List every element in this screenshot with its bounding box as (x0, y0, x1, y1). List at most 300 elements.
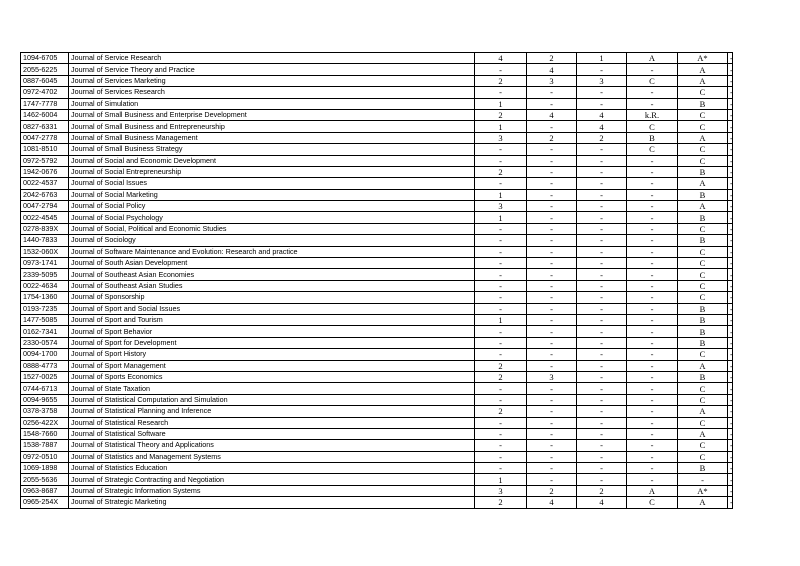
rating-col-6-cell: - (728, 166, 733, 177)
rating-col-5-cell: B (678, 166, 728, 177)
table-row (21, 235, 733, 246)
table-row (21, 258, 733, 269)
rating-col-3-cell: - (577, 212, 627, 223)
rating-col-1-cell: - (475, 178, 527, 189)
rating-col-1-cell: - (475, 144, 527, 155)
rating-col-2-cell: - (527, 326, 577, 337)
rating-col-4-cell: - (627, 292, 678, 303)
rating-col-2-cell: 3 (527, 75, 577, 86)
rating-col-6-cell: - (728, 178, 733, 189)
table-row (21, 280, 733, 291)
table-row (21, 144, 733, 155)
rating-col-3-cell: - (577, 360, 627, 371)
rating-col-3-cell: - (577, 64, 627, 75)
rating-col-6-cell: - (728, 383, 733, 394)
issn-cell: 1754-1360 (21, 292, 69, 303)
rating-col-4-cell: C (627, 75, 678, 86)
table-row (21, 360, 733, 371)
issn-cell: 1440-7833 (21, 235, 69, 246)
title-cell: Journal of Service Research (69, 53, 475, 64)
rating-col-6-cell: - (728, 292, 733, 303)
rating-col-6-cell: - (728, 235, 733, 246)
rating-col-6-cell: - (728, 326, 733, 337)
table-row (21, 87, 733, 98)
table-row (21, 246, 733, 257)
issn-cell: 0278-839X (21, 223, 69, 234)
rating-col-4-cell: - (627, 64, 678, 75)
rating-col-2-cell: - (527, 428, 577, 439)
rating-col-2-cell: - (527, 280, 577, 291)
rating-col-6-cell: - (728, 406, 733, 417)
rating-col-2-cell: - (527, 337, 577, 348)
rating-col-4-cell: - (627, 394, 678, 405)
table-row (21, 474, 733, 485)
rating-col-1-cell: - (475, 280, 527, 291)
rating-col-2-cell: - (527, 360, 577, 371)
rating-col-1-cell: - (475, 428, 527, 439)
rating-col-6-cell: - (728, 474, 733, 485)
rating-col-4-cell: - (627, 371, 678, 382)
rating-col-3-cell: - (577, 201, 627, 212)
rating-col-2-cell: - (527, 155, 577, 166)
rating-col-5-cell: A (678, 132, 728, 143)
rating-col-5-cell: C (678, 349, 728, 360)
table-row (21, 166, 733, 177)
rating-col-5-cell: C (678, 223, 728, 234)
rating-col-3-cell: - (577, 326, 627, 337)
rating-col-1-cell: - (475, 394, 527, 405)
rating-col-6-cell: - (728, 109, 733, 120)
rating-col-5-cell: B (678, 212, 728, 223)
rating-col-2-cell: - (527, 121, 577, 132)
table-row (21, 394, 733, 405)
rating-col-4-cell: - (627, 280, 678, 291)
issn-cell: 0744-6713 (21, 383, 69, 394)
rating-col-6-cell: - (728, 223, 733, 234)
rating-col-3-cell: - (577, 178, 627, 189)
journal-ranking-table (20, 52, 733, 509)
rating-col-3-cell: - (577, 474, 627, 485)
title-cell: Journal of Simulation (69, 98, 475, 109)
rating-col-3-cell: - (577, 189, 627, 200)
issn-cell: 1081-8510 (21, 144, 69, 155)
rating-col-4-cell: - (627, 258, 678, 269)
rating-col-5-cell: C (678, 246, 728, 257)
table-row (21, 314, 733, 325)
rating-col-5-cell: C (678, 394, 728, 405)
rating-col-2-cell: - (527, 144, 577, 155)
rating-col-2-cell: - (527, 166, 577, 177)
rating-col-2-cell: 2 (527, 53, 577, 64)
rating-col-2-cell: - (527, 178, 577, 189)
table-row (21, 292, 733, 303)
rating-col-1-cell: - (475, 383, 527, 394)
title-cell: Journal of Sport for Development (69, 337, 475, 348)
rating-col-4-cell: k.R. (627, 109, 678, 120)
table-row (21, 406, 733, 417)
rating-col-3-cell: 4 (577, 497, 627, 508)
rating-col-4-cell: - (627, 98, 678, 109)
title-cell: Journal of Strategic Contracting and Negotiation (69, 474, 475, 485)
rating-col-6-cell: - (728, 201, 733, 212)
rating-col-3-cell: - (577, 440, 627, 451)
rating-col-6-cell: - (728, 394, 733, 405)
rating-col-4-cell: - (627, 201, 678, 212)
rating-col-1-cell: - (475, 326, 527, 337)
rating-col-5-cell: B (678, 463, 728, 474)
rating-col-5-cell: A (678, 178, 728, 189)
issn-cell: 0022-4537 (21, 178, 69, 189)
table-row (21, 497, 733, 508)
title-cell: Journal of Statistics and Management Systems (69, 451, 475, 462)
rating-col-6-cell: - (728, 463, 733, 474)
issn-cell: 1094-6705 (21, 53, 69, 64)
rating-col-3-cell: 4 (577, 121, 627, 132)
rating-col-1-cell: 4 (475, 53, 527, 64)
rating-col-4-cell: A (627, 485, 678, 496)
rating-col-6-cell: - (728, 132, 733, 143)
rating-col-2-cell: - (527, 98, 577, 109)
rating-col-5-cell: A (678, 428, 728, 439)
table-row (21, 440, 733, 451)
issn-cell: 2055-6225 (21, 64, 69, 75)
rating-col-1-cell: - (475, 235, 527, 246)
rating-col-3-cell: - (577, 269, 627, 280)
rating-col-3-cell: - (577, 258, 627, 269)
rating-col-6-cell: - (728, 417, 733, 428)
rating-col-2-cell: - (527, 383, 577, 394)
rating-col-5-cell: B (678, 235, 728, 246)
issn-cell: 2042-6763 (21, 189, 69, 200)
rating-col-5-cell: C (678, 155, 728, 166)
title-cell: Journal of Statistical Computation and Simulation (69, 394, 475, 405)
rating-col-1-cell: - (475, 417, 527, 428)
rating-col-6-cell: - (728, 280, 733, 291)
rating-col-1-cell: - (475, 303, 527, 314)
rating-col-6-cell: - (728, 371, 733, 382)
issn-cell: 0973-1741 (21, 258, 69, 269)
rating-col-6-cell: - (728, 64, 733, 75)
rating-col-2-cell: - (527, 440, 577, 451)
title-cell: Journal of Services Marketing (69, 75, 475, 86)
rating-col-5-cell: C (678, 121, 728, 132)
table-row (21, 201, 733, 212)
rating-col-4-cell: - (627, 314, 678, 325)
rating-col-1-cell: - (475, 246, 527, 257)
rating-col-3-cell: - (577, 144, 627, 155)
rating-col-1-cell: 1 (475, 212, 527, 223)
issn-cell: 0162-7341 (21, 326, 69, 337)
table-row (21, 326, 733, 337)
rating-col-1-cell: 2 (475, 360, 527, 371)
rating-col-5-cell: B (678, 314, 728, 325)
title-cell: Journal of Sociology (69, 235, 475, 246)
rating-col-4-cell: - (627, 337, 678, 348)
rating-col-4-cell: - (627, 178, 678, 189)
issn-cell: 0827-6331 (21, 121, 69, 132)
rating-col-3-cell: - (577, 280, 627, 291)
table-row (21, 53, 733, 64)
rating-col-3-cell: 3 (577, 75, 627, 86)
rating-col-1-cell: 1 (475, 189, 527, 200)
rating-col-5-cell: C (678, 417, 728, 428)
rating-col-3-cell: - (577, 394, 627, 405)
rating-col-4-cell: - (627, 87, 678, 98)
table-row (21, 109, 733, 120)
table-row (21, 417, 733, 428)
rating-col-1-cell: - (475, 292, 527, 303)
table-row (21, 269, 733, 280)
rating-col-6-cell: - (728, 428, 733, 439)
rating-col-4-cell: B (627, 132, 678, 143)
issn-cell: 1747-7778 (21, 98, 69, 109)
rating-col-2-cell: - (527, 349, 577, 360)
title-cell: Journal of Statistical Research (69, 417, 475, 428)
rating-col-1-cell: - (475, 337, 527, 348)
rating-col-1-cell: - (475, 463, 527, 474)
issn-cell: 1477-5085 (21, 314, 69, 325)
rating-col-3-cell: - (577, 383, 627, 394)
title-cell: Journal of Sport and Tourism (69, 314, 475, 325)
rating-col-4-cell: - (627, 246, 678, 257)
title-cell: Journal of Sport and Social Issues (69, 303, 475, 314)
table-row (21, 371, 733, 382)
rating-col-1-cell: 1 (475, 121, 527, 132)
issn-cell: 0963-8687 (21, 485, 69, 496)
rating-col-1-cell: - (475, 258, 527, 269)
rating-col-2-cell: - (527, 474, 577, 485)
title-cell: Journal of South Asian Development (69, 258, 475, 269)
rating-col-5-cell: A (678, 75, 728, 86)
rating-col-4-cell: - (627, 212, 678, 223)
rating-col-4-cell: - (627, 166, 678, 177)
issn-cell: 0887-6045 (21, 75, 69, 86)
rating-col-2-cell: - (527, 87, 577, 98)
issn-cell: 2339-5095 (21, 269, 69, 280)
table-row (21, 75, 733, 86)
rating-col-1-cell: - (475, 349, 527, 360)
issn-cell: 2055-5636 (21, 474, 69, 485)
rating-col-1-cell: 2 (475, 75, 527, 86)
rating-col-3-cell: - (577, 223, 627, 234)
issn-cell: 0094-1700 (21, 349, 69, 360)
table-row (21, 463, 733, 474)
rating-col-4-cell: - (627, 360, 678, 371)
issn-cell: 1069-1898 (21, 463, 69, 474)
rating-col-4-cell: - (627, 349, 678, 360)
title-cell: Journal of Southeast Asian Economies (69, 269, 475, 280)
rating-col-5-cell: B (678, 371, 728, 382)
title-cell: Journal of Social Psychology (69, 212, 475, 223)
issn-cell: 0888-4773 (21, 360, 69, 371)
rating-col-6-cell: - (728, 440, 733, 451)
rating-col-5-cell: A (678, 406, 728, 417)
title-cell: Journal of Social Marketing (69, 189, 475, 200)
issn-cell: 0972-5792 (21, 155, 69, 166)
table-row (21, 121, 733, 132)
rating-col-6-cell: - (728, 98, 733, 109)
title-cell: Journal of Small Business Strategy (69, 144, 475, 155)
rating-col-6-cell: - (728, 451, 733, 462)
title-cell: Journal of Services Research (69, 87, 475, 98)
issn-cell: 1548-7660 (21, 428, 69, 439)
rating-col-2-cell: - (527, 189, 577, 200)
rating-col-6-cell: - (728, 212, 733, 223)
rating-col-6-cell: - (728, 75, 733, 86)
rating-col-6-cell: - (728, 53, 733, 64)
rating-col-2-cell: 2 (527, 132, 577, 143)
rating-col-3-cell: - (577, 463, 627, 474)
rating-col-3-cell: 1 (577, 53, 627, 64)
rating-col-3-cell: - (577, 303, 627, 314)
rating-col-5-cell: B (678, 326, 728, 337)
rating-col-5-cell: B (678, 98, 728, 109)
rating-col-1-cell: 2 (475, 497, 527, 508)
rating-col-4-cell: - (627, 406, 678, 417)
rating-col-4-cell: C (627, 497, 678, 508)
rating-col-2-cell: - (527, 258, 577, 269)
rating-col-3-cell: - (577, 155, 627, 166)
rating-col-2-cell: 4 (527, 497, 577, 508)
title-cell: Journal of Social and Economic Development (69, 155, 475, 166)
title-cell: Journal of Statistical Theory and Applications (69, 440, 475, 451)
rating-col-2-cell: - (527, 417, 577, 428)
issn-cell: 0047-2778 (21, 132, 69, 143)
rating-col-5-cell: A* (678, 485, 728, 496)
rating-col-1-cell: 1 (475, 474, 527, 485)
rating-col-6-cell: - (728, 144, 733, 155)
rating-col-5-cell: C (678, 87, 728, 98)
rating-col-6-cell: - (728, 314, 733, 325)
rating-col-4-cell: - (627, 155, 678, 166)
issn-cell: 1462-6004 (21, 109, 69, 120)
rating-col-4-cell: A (627, 53, 678, 64)
rating-col-5-cell: A (678, 64, 728, 75)
rating-col-6-cell: - (728, 155, 733, 166)
rating-col-1-cell: - (475, 87, 527, 98)
rating-col-1-cell: - (475, 223, 527, 234)
rating-col-3-cell: 2 (577, 485, 627, 496)
issn-cell: 1527-0025 (21, 371, 69, 382)
rating-col-1-cell: 2 (475, 166, 527, 177)
issn-cell: 0094-9655 (21, 394, 69, 405)
rating-col-6-cell: - (728, 337, 733, 348)
rating-col-6-cell: - (728, 258, 733, 269)
rating-col-1-cell: 2 (475, 371, 527, 382)
issn-cell: 0972-0510 (21, 451, 69, 462)
rating-col-1-cell: 2 (475, 109, 527, 120)
rating-col-6-cell: - (728, 189, 733, 200)
rating-col-2-cell: - (527, 212, 577, 223)
rating-col-3-cell: 2 (577, 132, 627, 143)
rating-col-3-cell: - (577, 417, 627, 428)
rating-col-2-cell: - (527, 314, 577, 325)
rating-col-2-cell: - (527, 451, 577, 462)
rating-col-5-cell: A* (678, 53, 728, 64)
rating-col-3-cell: - (577, 98, 627, 109)
rating-col-2-cell: - (527, 406, 577, 417)
rating-col-5-cell: B (678, 189, 728, 200)
title-cell: Journal of Small Business and Enterprise Development (69, 109, 475, 120)
title-cell: Journal of Social Issues (69, 178, 475, 189)
table-row (21, 337, 733, 348)
table-row (21, 303, 733, 314)
issn-cell: 0047-2794 (21, 201, 69, 212)
title-cell: Journal of Sport Behavior (69, 326, 475, 337)
issn-cell: 0972-4702 (21, 87, 69, 98)
rating-col-2-cell: - (527, 292, 577, 303)
table-row (21, 383, 733, 394)
title-cell: Journal of Sponsorship (69, 292, 475, 303)
title-cell: Journal of Social Entrepreneurship (69, 166, 475, 177)
rating-col-4-cell: - (627, 223, 678, 234)
title-cell: Journal of Small Business and Entrepreneurship (69, 121, 475, 132)
table-row (21, 212, 733, 223)
rating-col-2-cell: 3 (527, 371, 577, 382)
rating-col-3-cell: - (577, 451, 627, 462)
title-cell: Journal of Social Policy (69, 201, 475, 212)
rating-col-5-cell: C (678, 269, 728, 280)
title-cell: Journal of Software Maintenance and Evolution: Research and practice (69, 246, 475, 257)
title-cell: Journal of Social, Political and Economic Studies (69, 223, 475, 234)
table-row (21, 64, 733, 75)
rating-col-6-cell: - (728, 87, 733, 98)
rating-col-2-cell: - (527, 269, 577, 280)
rating-col-2-cell: - (527, 246, 577, 257)
rating-col-4-cell: - (627, 269, 678, 280)
rating-col-5-cell: B (678, 303, 728, 314)
rating-col-1-cell: - (475, 440, 527, 451)
title-cell: Journal of Service Theory and Practice (69, 64, 475, 75)
rating-col-2-cell: - (527, 201, 577, 212)
table-row (21, 349, 733, 360)
rating-col-6-cell: - (728, 303, 733, 314)
rating-col-1-cell: 3 (475, 201, 527, 212)
rating-col-4-cell: - (627, 417, 678, 428)
rating-col-1-cell: 3 (475, 485, 527, 496)
rating-col-3-cell: - (577, 337, 627, 348)
table-row (21, 189, 733, 200)
issn-cell: 0193-7235 (21, 303, 69, 314)
issn-cell: 0256-422X (21, 417, 69, 428)
rating-col-3-cell: - (577, 314, 627, 325)
rating-col-5-cell: C (678, 440, 728, 451)
rating-col-5-cell: C (678, 258, 728, 269)
rating-col-2-cell: 4 (527, 64, 577, 75)
issn-cell: 0378-3758 (21, 406, 69, 417)
table-row (21, 428, 733, 439)
rating-col-5-cell: C (678, 451, 728, 462)
rating-col-5-cell: A (678, 360, 728, 371)
rating-col-1-cell: 3 (475, 132, 527, 143)
rating-col-3-cell: - (577, 166, 627, 177)
rating-col-2-cell: 2 (527, 485, 577, 496)
title-cell: Journal of Southeast Asian Studies (69, 280, 475, 291)
rating-col-4-cell: - (627, 474, 678, 485)
issn-cell: 0965-254X (21, 497, 69, 508)
rating-col-3-cell: - (577, 349, 627, 360)
rating-col-6-cell: - (728, 269, 733, 280)
rating-col-6-cell: - (728, 349, 733, 360)
rating-col-2-cell: 4 (527, 109, 577, 120)
rating-col-6-cell: - (728, 246, 733, 257)
table-row (21, 223, 733, 234)
rating-col-4-cell: C (627, 144, 678, 155)
rating-col-4-cell: - (627, 428, 678, 439)
title-cell: Journal of Small Business Management (69, 132, 475, 143)
issn-cell: 2330-0574 (21, 337, 69, 348)
rating-col-2-cell: - (527, 303, 577, 314)
